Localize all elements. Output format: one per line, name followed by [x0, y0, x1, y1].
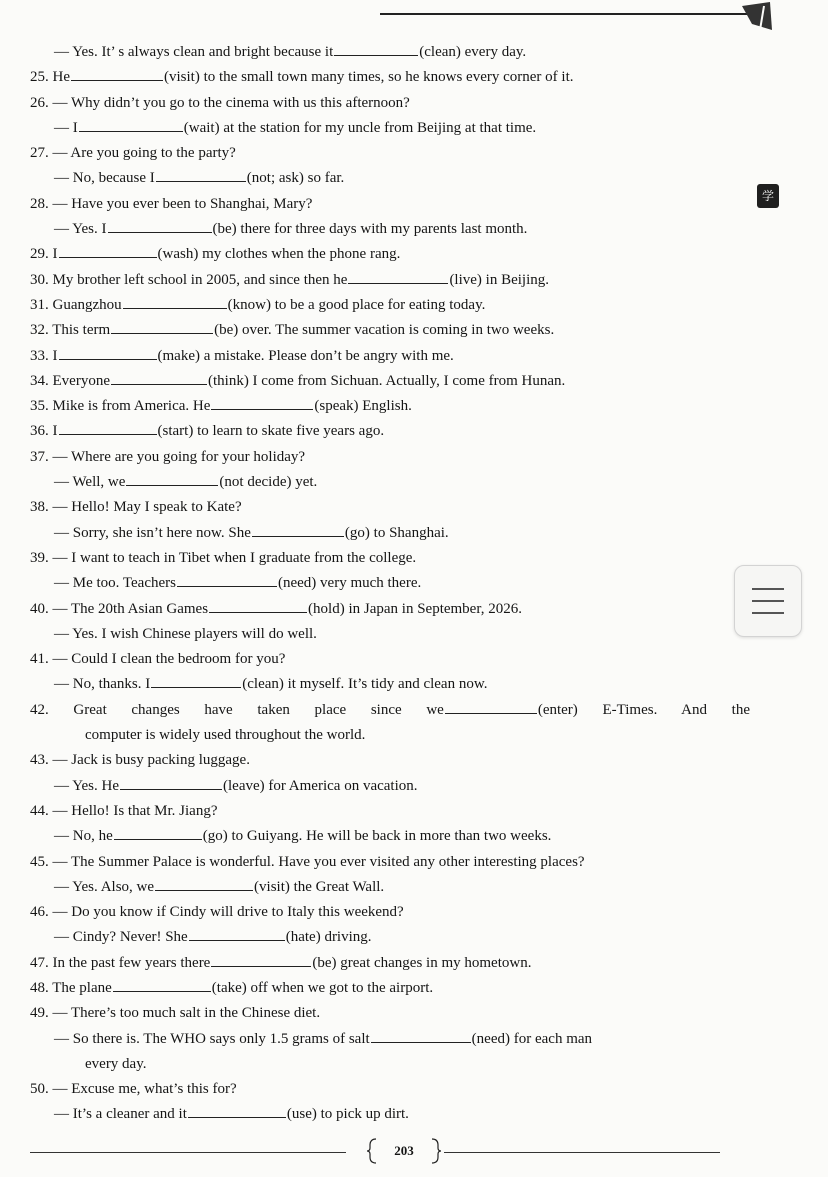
- answer-blank[interactable]: [211, 394, 313, 410]
- answer-blank[interactable]: [445, 698, 537, 714]
- line-text: 45. — The Summer Palace is wonderful. Have you ever visited any other interesting places?: [30, 853, 585, 870]
- answer-blank[interactable]: [188, 1102, 286, 1118]
- line-text: 40. — The 20th Asian Games: [30, 600, 209, 617]
- answer-blank[interactable]: [59, 419, 157, 435]
- answer-blank[interactable]: [114, 824, 202, 840]
- line-text-after: (leave) for America on vacation.: [223, 777, 418, 794]
- exercise-line: [30, 925, 750, 950]
- answer-blank[interactable]: [156, 166, 246, 182]
- exercise-line: [30, 1077, 750, 1102]
- answer-blank[interactable]: [371, 1027, 471, 1043]
- exercise-line: [30, 546, 750, 571]
- line-text: 28. — Have you ever been to Shanghai, Mary?: [30, 195, 313, 212]
- menu-icon: [752, 612, 784, 614]
- line-text: 34. Everyone: [30, 372, 110, 389]
- line-text: — Yes. I wish Chinese players will do well.: [54, 625, 317, 642]
- exercise-line: [30, 976, 750, 1001]
- line-text-after: (hate) driving.: [285, 929, 372, 946]
- answer-blank[interactable]: [108, 217, 212, 233]
- exercise-line: [30, 394, 750, 419]
- exercise-line: [30, 1027, 750, 1052]
- line-text-after: (go) to Guiyang. He will be back in more than two weeks.: [202, 828, 552, 845]
- page-footer: [30, 1138, 730, 1164]
- menu-icon: [752, 600, 784, 602]
- exercise-line: [30, 242, 750, 267]
- exercise-line: [30, 65, 750, 90]
- line-text-after: (wait) at the station for my uncle from Beijing at that time.: [183, 119, 537, 136]
- line-text: 30. My brother left school in 2005, and since then he: [30, 271, 348, 288]
- line-text: — Yes. Also, we: [54, 878, 155, 895]
- exercise-line: [30, 445, 750, 470]
- exercise-line: [30, 647, 750, 672]
- exercise-line: [30, 470, 750, 495]
- line-text-after: (wash) my clothes when the phone rang.: [157, 246, 401, 263]
- line-text: — I: [54, 119, 78, 136]
- line-text-after: (live) in Beijing.: [449, 271, 550, 288]
- line-text: 44. — Hello! Is that Mr. Jiang?: [30, 802, 218, 819]
- answer-blank[interactable]: [334, 40, 418, 56]
- exercise-line: [30, 774, 750, 799]
- exercise-line: [30, 141, 750, 166]
- menu-icon: [752, 588, 784, 590]
- line-text: 32. This term: [30, 322, 111, 339]
- exercise-line: [30, 521, 750, 546]
- answer-blank[interactable]: [252, 521, 344, 537]
- answer-blank[interactable]: [155, 875, 253, 891]
- answer-blank[interactable]: [79, 116, 183, 132]
- line-text: 26. — Why didn’t you go to the cinema with us this afternoon?: [30, 94, 410, 111]
- exercise-line: [30, 597, 750, 622]
- line-text-after: (clean) it myself. It’s tidy and clean now.: [242, 676, 488, 693]
- line-text-after: (use) to pick up dirt.: [286, 1106, 409, 1123]
- exercise-line: [30, 1102, 750, 1127]
- answer-blank[interactable]: [126, 470, 218, 486]
- exercise-line: [30, 1001, 750, 1026]
- exercise-line: [30, 698, 750, 723]
- exercise-line: [30, 344, 750, 369]
- line-text: — Me too. Teachers: [54, 575, 176, 592]
- line-text-after: (hold) in Japan in September, 2026.: [308, 600, 522, 617]
- answer-blank[interactable]: [59, 242, 157, 258]
- menu-button[interactable]: [734, 565, 802, 637]
- line-text: every day.: [85, 1055, 147, 1072]
- line-text-after: (visit) the Great Wall.: [254, 878, 385, 895]
- answer-blank[interactable]: [111, 369, 207, 385]
- line-text: 46. — Do you know if Cindy will drive to Italy this weekend?: [30, 904, 404, 921]
- line-text-after: (be) great changes in my hometown.: [312, 954, 532, 971]
- line-text: — It’s a cleaner and it: [54, 1106, 187, 1123]
- line-text-after: (need) for each man: [471, 1030, 593, 1047]
- line-text: 38. — Hello! May I speak to Kate?: [30, 499, 242, 516]
- exercise-line: [30, 40, 750, 65]
- line-text-after: (not; ask) so far.: [246, 170, 345, 187]
- line-text: — Cindy? Never! She: [54, 929, 188, 946]
- answer-blank[interactable]: [59, 344, 157, 360]
- exercise-line: [30, 799, 750, 824]
- right-brace-icon: [430, 1138, 442, 1164]
- line-text: 29. I: [30, 246, 58, 263]
- exercise-line: [30, 571, 750, 596]
- exercise-line: [30, 192, 750, 217]
- line-text-after: (visit) to the small town many times, so he knows every corner of it.: [164, 69, 574, 86]
- line-text-after: (know) to be a good place for eating today.: [227, 296, 486, 313]
- line-text-after: (not decide) yet.: [219, 474, 318, 491]
- exercise-line: [30, 672, 750, 697]
- line-text-after: (start) to learn to skate five years ago.: [157, 423, 385, 440]
- page-number: 203: [394, 1143, 414, 1158]
- exercise-line: [30, 824, 750, 849]
- line-text: 47. In the past few years there: [30, 954, 211, 971]
- exercise-line: [30, 217, 750, 242]
- answer-blank[interactable]: [113, 976, 211, 992]
- exercise-line: [30, 850, 750, 875]
- exercise-line: [30, 419, 750, 444]
- answer-blank[interactable]: [120, 774, 222, 790]
- corner-graphic: [742, 2, 772, 30]
- line-text-after: (be) there for three days with my parents last month.: [212, 221, 528, 238]
- line-text-after: (speak) English.: [314, 398, 412, 415]
- exercise-line: [30, 116, 750, 141]
- line-text: computer is widely used throughout the world.: [85, 727, 366, 744]
- line-text: — Yes. It’ s always clean and bright because it: [54, 44, 334, 60]
- line-text: 43. — Jack is busy packing luggage.: [30, 752, 250, 769]
- exercise-line: [30, 293, 750, 318]
- exercise-line: [30, 91, 750, 116]
- line-text-after: (take) off when we got to the airport.: [211, 979, 434, 996]
- exercise-line: [30, 900, 750, 925]
- exercise-page: [30, 40, 750, 1128]
- exercise-line: [30, 369, 750, 394]
- exercise-line: [30, 268, 750, 293]
- line-text: — Yes. I: [54, 221, 107, 238]
- answer-blank[interactable]: [189, 925, 285, 941]
- answer-blank[interactable]: [71, 65, 163, 81]
- line-text: — Sorry, she isn’t here now. She: [54, 524, 251, 541]
- line-text: 41. — Could I clean the bedroom for you?: [30, 651, 286, 668]
- line-text: — No, thanks. I: [54, 676, 151, 693]
- line-text-after: (make) a mistake. Please don’t be angry with me.: [157, 347, 454, 364]
- line-text-after: (go) to Shanghai.: [344, 524, 449, 541]
- top-decoration: [0, 0, 828, 40]
- footer-rule-right: [444, 1152, 720, 1153]
- exercise-line: [30, 875, 750, 900]
- line-text: 35. Mike is from America. He: [30, 398, 211, 415]
- exercise-line: [30, 495, 750, 520]
- line-text: 48. The plane: [30, 979, 112, 996]
- exercise-line: [30, 318, 750, 343]
- line-text: — Yes. He: [54, 777, 120, 794]
- line-text-after: (think) I come from Sichuan. Actually, I come from Hunan.: [207, 372, 566, 389]
- exercise-line: [30, 622, 750, 647]
- line-text: 27. — Are you going to the party?: [30, 145, 236, 162]
- answer-blank[interactable]: [111, 318, 213, 334]
- answer-blank[interactable]: [211, 951, 311, 967]
- line-text: 25. He: [30, 69, 70, 86]
- footer-rule-left: [30, 1152, 346, 1153]
- line-text: 31. Guangzhou: [30, 296, 122, 313]
- line-text: 39. — I want to teach in Tibet when I graduate from the college.: [30, 549, 417, 566]
- line-text: 33. I: [30, 347, 58, 364]
- answer-blank[interactable]: [123, 293, 227, 309]
- line-text: — No, because I: [54, 170, 155, 187]
- answer-blank[interactable]: [177, 571, 277, 587]
- line-text: 50. — Excuse me, what’s this for?: [30, 1081, 237, 1098]
- line-text-after: (clean) every day.: [419, 44, 527, 60]
- exercise-line: [30, 723, 750, 748]
- answer-blank[interactable]: [151, 672, 241, 688]
- line-text: — Well, we: [54, 474, 126, 491]
- answer-blank[interactable]: [348, 268, 448, 284]
- exercise-line: [30, 166, 750, 191]
- line-text-after: (be) over. The summer vacation is coming in two weeks.: [214, 322, 555, 339]
- exercise-line: [30, 748, 750, 773]
- line-text-after: (need) very much there.: [277, 575, 422, 592]
- line-text: 49. — There’s too much salt in the Chinese diet.: [30, 1005, 321, 1022]
- line-text: 37. — Where are you going for your holiday?: [30, 448, 306, 465]
- answer-blank[interactable]: [209, 597, 307, 613]
- line-text: 42. Great changes have taken place since we: [30, 701, 444, 718]
- side-tab[interactable]: 学: [757, 184, 779, 208]
- line-text: 36. I: [30, 423, 58, 440]
- line-text: — So there is. The WHO says only 1.5 grams of salt: [54, 1030, 370, 1047]
- exercise-line: [30, 1052, 750, 1077]
- line-text-after: (enter) E-Times. And the: [537, 701, 751, 718]
- exercise-line: [30, 951, 750, 976]
- line-text: — No, he: [54, 828, 113, 845]
